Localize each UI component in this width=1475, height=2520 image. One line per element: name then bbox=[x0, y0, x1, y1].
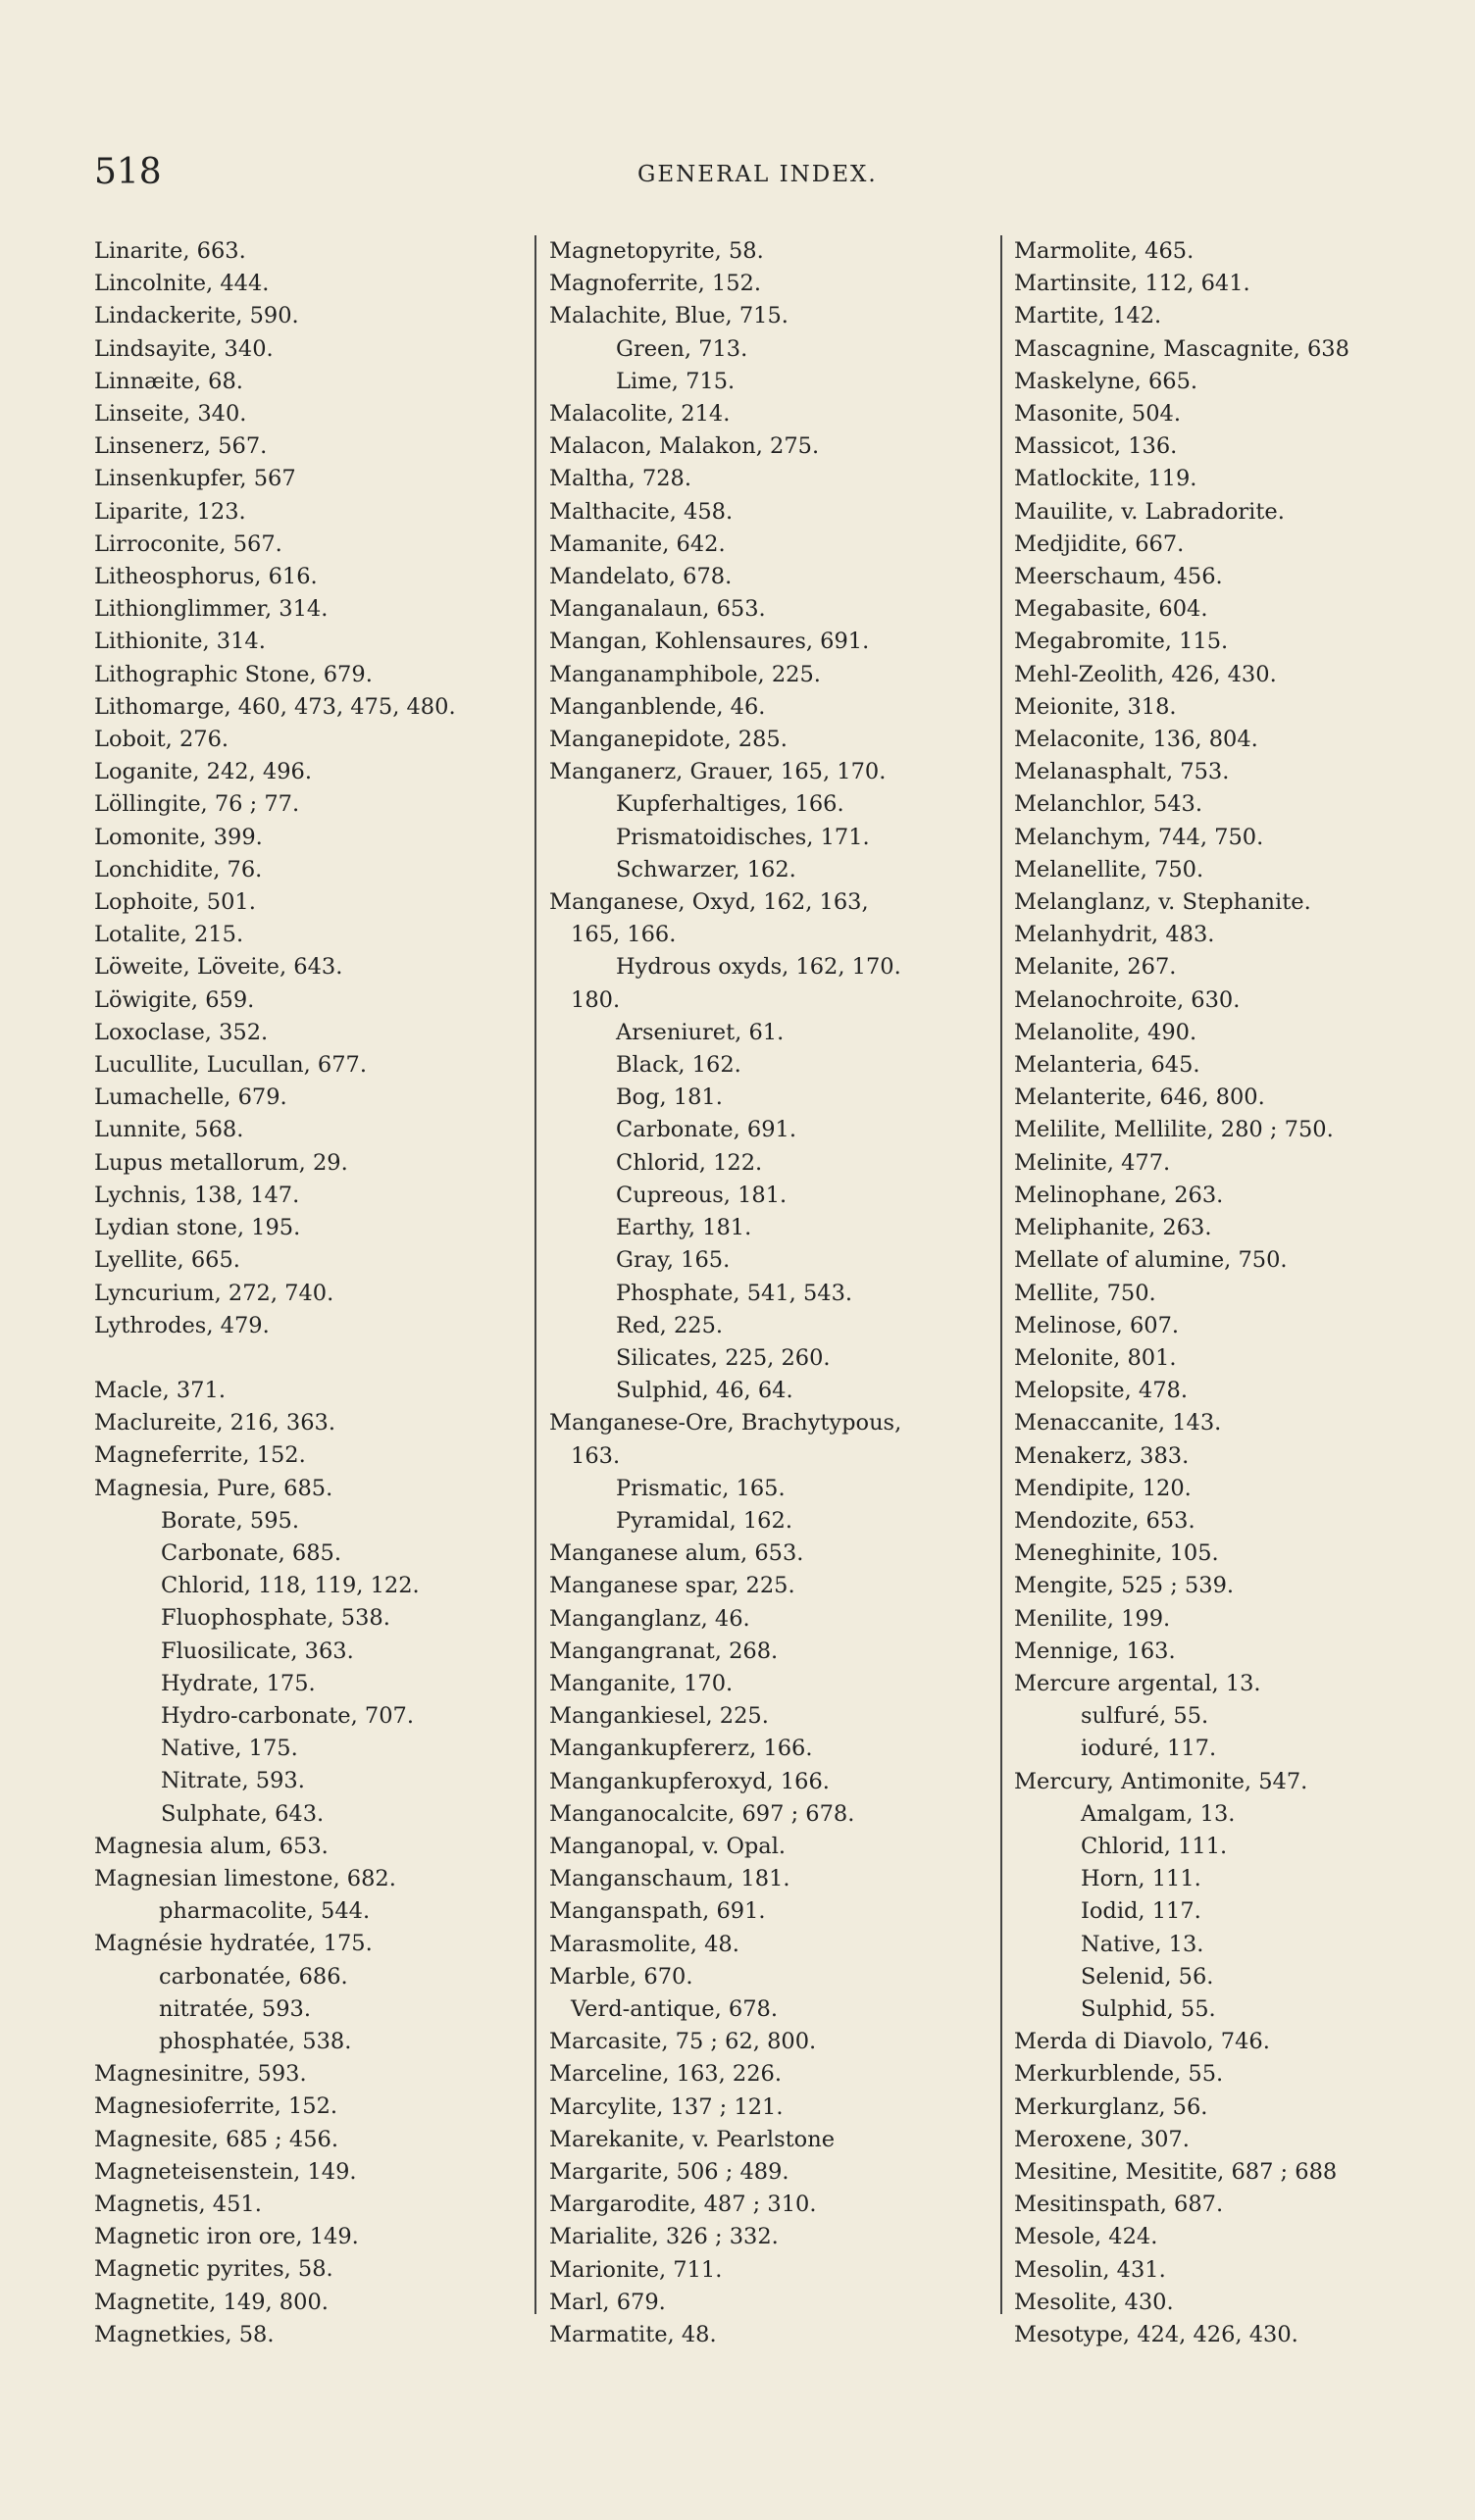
index-entry: Manganocalcite, 697 ; 678. bbox=[549, 1800, 855, 1827]
index-entry: Linsenkupfer, 567 bbox=[94, 466, 296, 492]
index-subentry: sulfuré, 55. bbox=[1081, 1703, 1209, 1730]
index-entry: Matlockite, 119. bbox=[1014, 466, 1197, 492]
index-subentry: Schwarzer, 162. bbox=[616, 856, 796, 882]
index-entry: Lupus metallorum, 29. bbox=[94, 1149, 348, 1176]
index-entry: Masonite, 504. bbox=[1014, 401, 1181, 428]
index-entry: Marialite, 326 ; 332. bbox=[549, 2224, 779, 2250]
index-subentry: Red, 225. bbox=[616, 1312, 724, 1338]
index-subentry: Hydro-carbonate, 707. bbox=[161, 1702, 415, 1729]
index-entry: Lydian stone, 195. bbox=[94, 1215, 301, 1241]
index-entry: Lomonite, 399. bbox=[94, 824, 263, 850]
index-entry: Lonchidite, 76. bbox=[94, 856, 263, 882]
index-entry: Lindsayite, 340. bbox=[94, 335, 274, 362]
index-entry: Megabasite, 604. bbox=[1014, 596, 1208, 623]
index-entry: Melanteria, 645. bbox=[1014, 1052, 1200, 1079]
index-entry: Meionite, 318. bbox=[1014, 693, 1177, 720]
index-entry: Loxoclase, 352. bbox=[94, 1019, 269, 1045]
index-entry: Marble, 670. bbox=[549, 1963, 693, 1990]
index-entry: Martinsite, 112, 641. bbox=[1014, 271, 1250, 297]
index-entry: Manganschaum, 181. bbox=[549, 1866, 790, 1892]
index-entry: Lyncurium, 272, 740. bbox=[94, 1280, 334, 1306]
index-entry: Margarite, 506 ; 489. bbox=[549, 2158, 789, 2185]
index-entry: Lindackerite, 590. bbox=[94, 303, 299, 329]
index-subentry: Hydrous oxyds, 162, 170. bbox=[616, 954, 901, 981]
index-entry: Magneteisenstein, 149. bbox=[94, 2158, 357, 2185]
index-entry: Meliphanite, 263. bbox=[1014, 1215, 1212, 1241]
index-entry: Marekanite, v. Pearlstone bbox=[549, 2126, 836, 2152]
index-entry: Marcasite, 75 ; 62, 800. bbox=[549, 2029, 817, 2055]
index-entry: Mengite, 525 ; 539. bbox=[1014, 1573, 1235, 1599]
index-entry: Mangankiesel, 225. bbox=[549, 1703, 769, 1730]
index-entry: Mellate of alumine, 750. bbox=[1014, 1247, 1288, 1274]
index-subentry: Prismatic, 165. bbox=[616, 1475, 786, 1501]
index-entry: Margarodite, 487 ; 310. bbox=[549, 2192, 817, 2218]
index-entry: Medjidite, 667. bbox=[1014, 530, 1185, 557]
index-entry: Meneghinite, 105. bbox=[1014, 1540, 1219, 1567]
index-entry: Mercure argental, 13. bbox=[1014, 1670, 1261, 1696]
index-entry: Merkurglanz, 56. bbox=[1014, 2093, 1208, 2120]
index-subentry: Gray, 165. bbox=[616, 1247, 731, 1274]
index-subentry: Arseniuret, 61. bbox=[616, 1019, 785, 1045]
index-entry: Melonite, 801. bbox=[1014, 1344, 1177, 1371]
index-entry: Martite, 142. bbox=[1014, 303, 1162, 329]
index-subentry: Chlorid, 111. bbox=[1081, 1833, 1228, 1859]
index-subentry: Hydrate, 175. bbox=[161, 1670, 316, 1696]
index-entry: Marasmolite, 48. bbox=[549, 1931, 739, 1957]
index-entry: Magnesia alum, 653. bbox=[94, 1833, 329, 1859]
index-subentry: nitratée, 593. bbox=[159, 1995, 311, 2022]
index-entry: Linnæite, 68. bbox=[94, 368, 243, 394]
index-entry: Melanchlor, 543. bbox=[1014, 791, 1202, 818]
index-entry: Melanolite, 490. bbox=[1014, 1019, 1197, 1045]
index-entry: Lirroconite, 567. bbox=[94, 530, 282, 557]
index-entry: Magnesite, 685 ; 456. bbox=[94, 2126, 338, 2152]
index-entry: Melanasphalt, 753. bbox=[1014, 759, 1230, 785]
index-entry: Manganblende, 46. bbox=[549, 693, 766, 720]
index-entry: Mendozite, 653. bbox=[1014, 1507, 1195, 1534]
index-entry: Litheosphorus, 616. bbox=[94, 564, 318, 590]
index-entry: Merda di Diavolo, 746. bbox=[1014, 2029, 1270, 2055]
index-subentry: Silicates, 225, 260. bbox=[616, 1344, 831, 1371]
index-entry: Lyellite, 665. bbox=[94, 1247, 240, 1274]
index-entry: Mendipite, 120. bbox=[1014, 1475, 1192, 1501]
index-entry: Magnetite, 149, 800. bbox=[94, 2289, 329, 2315]
index-entry: Merkurblende, 55. bbox=[1014, 2061, 1224, 2088]
index-entry: Megabromite, 115. bbox=[1014, 629, 1229, 655]
index-entry: Malacolite, 214. bbox=[549, 401, 731, 428]
index-entry: Linarite, 663. bbox=[94, 238, 246, 264]
index-column-3 bbox=[1014, 235, 1406, 2351]
index-entry: Mercury, Antimonite, 547. bbox=[1014, 1768, 1308, 1794]
index-entry: Mesolite, 430. bbox=[1014, 2289, 1174, 2315]
index-entry: Manganglanz, 46. bbox=[549, 1605, 750, 1632]
index-subentry: Amalgam, 13. bbox=[1081, 1800, 1236, 1827]
index-entry: Magnesioferrite, 152. bbox=[94, 2093, 338, 2120]
index-entry: Massicot, 136. bbox=[1014, 433, 1178, 460]
index-entry: Marmolite, 465. bbox=[1014, 238, 1195, 264]
index-entry: Melanchym, 744, 750. bbox=[1014, 824, 1264, 850]
index-entry: Magnésie hydratée, 175. bbox=[94, 1931, 373, 1957]
index-entry: Malachite, Blue, 715. bbox=[549, 303, 788, 329]
index-subentry: Fluosilicate, 363. bbox=[161, 1638, 354, 1664]
index-entry: Mehl-Zeolith, 426, 430. bbox=[1014, 661, 1277, 687]
index-entry: Lincolnite, 444. bbox=[94, 271, 270, 297]
index-subentry: Chlorid, 122. bbox=[616, 1149, 763, 1176]
index-subentry: Borate, 595. bbox=[161, 1507, 300, 1534]
index-entry: Manganamphibole, 225. bbox=[549, 661, 821, 687]
index-entry: Mangan, Kohlensaures, 691. bbox=[549, 629, 870, 655]
index-subentry: Cupreous, 181. bbox=[616, 1182, 788, 1208]
index-entry: Melanterite, 646, 800. bbox=[1014, 1084, 1265, 1111]
index-entry: Maclureite, 216, 363. bbox=[94, 1410, 336, 1436]
index-subentry: Sulphid, 55. bbox=[1081, 1995, 1216, 2022]
index-entry: Marionite, 711. bbox=[549, 2256, 723, 2283]
index-entry: Lithionglimmer, 314. bbox=[94, 596, 329, 623]
index-entry: Melanochroite, 630. bbox=[1014, 986, 1241, 1013]
index-entry: Lychnis, 138, 147. bbox=[94, 1182, 300, 1208]
index-subentry: 165, 166. bbox=[571, 922, 677, 948]
index-subentry: Prismatoidisches, 171. bbox=[616, 824, 870, 850]
index-entry: Manganspath, 691. bbox=[549, 1898, 766, 1925]
index-subentry: Black, 162. bbox=[616, 1052, 741, 1079]
index-entry: Malthacite, 458. bbox=[549, 498, 734, 525]
index-entry: Linsenerz, 567. bbox=[94, 433, 268, 460]
index-subentry: carbonatée, 686. bbox=[159, 1963, 348, 1990]
page-header bbox=[0, 152, 1475, 201]
index-entry: Lythrodes, 479. bbox=[94, 1312, 270, 1338]
index-entry: Mesotype, 424, 426, 430. bbox=[1014, 2322, 1298, 2347]
index-subentry: Sulphate, 643. bbox=[161, 1800, 325, 1827]
index-entry: Meerschaum, 456. bbox=[1014, 564, 1223, 590]
index-subentry: 163. bbox=[571, 1442, 621, 1469]
index-subentry: Native, 13. bbox=[1081, 1931, 1204, 1957]
index-subentry: Carbonate, 685. bbox=[161, 1539, 341, 1566]
index-entry: Mangankupfererz, 166. bbox=[549, 1736, 813, 1762]
index-entry: Macle, 371. bbox=[94, 1377, 226, 1403]
index-entry: Melopsite, 478. bbox=[1014, 1378, 1189, 1404]
index-subentry: Pyramidal, 162. bbox=[616, 1507, 792, 1534]
index-entry: Lumachelle, 679. bbox=[94, 1084, 287, 1111]
index-entry: Melanite, 267. bbox=[1014, 954, 1177, 981]
section-gap bbox=[94, 1342, 526, 1375]
index-subentry: Native, 175. bbox=[161, 1736, 298, 1762]
index-entry: Löwigite, 659. bbox=[94, 986, 255, 1013]
index-entry: Malacon, Malakon, 275. bbox=[549, 433, 820, 460]
index-entry: Melanellite, 750. bbox=[1014, 856, 1204, 882]
index-entry: Mangankupferoxyd, 166. bbox=[549, 1768, 830, 1794]
index-subentry: Kupferhaltiges, 166. bbox=[616, 791, 844, 818]
index-entry: Menaccanite, 143. bbox=[1014, 1410, 1222, 1436]
column-rule-right bbox=[1000, 235, 1002, 2314]
index-entry: Melanglanz, v. Stephanite. bbox=[1014, 889, 1311, 916]
index-entry: Manganepidote, 285. bbox=[549, 727, 788, 753]
index-entry: Magnetopyrite, 58. bbox=[549, 238, 764, 264]
index-entry: Melinophane, 263. bbox=[1014, 1182, 1224, 1208]
index-entry: Manganerz, Grauer, 165, 170. bbox=[549, 759, 887, 785]
index-entry: Maltha, 728. bbox=[549, 466, 691, 492]
index-entry: Magnetkies, 58. bbox=[94, 2321, 275, 2347]
index-entry: Mangangranat, 268. bbox=[549, 1638, 779, 1664]
index-entry: Mauilite, v. Labradorite. bbox=[1014, 498, 1285, 525]
index-entry: Mellite, 750. bbox=[1014, 1280, 1156, 1306]
index-entry: Linseite, 340. bbox=[94, 401, 247, 428]
index-entry: Melanhydrit, 483. bbox=[1014, 922, 1215, 948]
index-subentry: Lime, 715. bbox=[616, 368, 736, 394]
index-entry: Magnetic pyrites, 58. bbox=[94, 2256, 333, 2283]
index-entry: Manganite, 170. bbox=[549, 1670, 734, 1696]
index-entry: Manganese spar, 225. bbox=[549, 1573, 795, 1599]
index-entry: Lithionite, 314. bbox=[94, 629, 266, 655]
index-entry: Lotalite, 215. bbox=[94, 922, 244, 948]
index-entry: Manganese, Oxyd, 162, 163, bbox=[549, 889, 869, 916]
index-entry: Mesitine, Mesitite, 687 ; 688 bbox=[1014, 2158, 1338, 2185]
index-entry: Mesitinspath, 687. bbox=[1014, 2192, 1224, 2218]
index-entry: Magnesia, Pure, 685. bbox=[94, 1475, 333, 1501]
index-entry: Magneferrite, 152. bbox=[94, 1442, 306, 1469]
index-entry: Lunnite, 568. bbox=[94, 1117, 244, 1143]
index-subentry: Chlorid, 118, 119, 122. bbox=[161, 1573, 420, 1599]
index-entry: Melilite, Mellilite, 280 ; 750. bbox=[1014, 1117, 1334, 1143]
index-entry: Mesole, 424. bbox=[1014, 2224, 1158, 2250]
index-entry: Löllingite, 76 ; 77. bbox=[94, 791, 300, 818]
index-entry: Magnesinitre, 593. bbox=[94, 2061, 307, 2088]
index-entry: Liparite, 123. bbox=[94, 498, 246, 525]
index-entry: Melaconite, 136, 804. bbox=[1014, 727, 1258, 753]
index-entry: Manganalaun, 653. bbox=[549, 596, 766, 623]
index-entry: Magnoferrite, 152. bbox=[549, 271, 762, 297]
page-number: 518 bbox=[94, 152, 162, 192]
index-subentry: Iodid, 117. bbox=[1081, 1898, 1201, 1925]
index-entry: Manganopal, v. Opal. bbox=[549, 1833, 787, 1859]
index-subentry: Bog, 181. bbox=[616, 1084, 723, 1111]
index-subentry: Horn, 111. bbox=[1081, 1866, 1201, 1892]
index-entry: Marcylite, 137 ; 121. bbox=[549, 2093, 784, 2120]
index-entry: Menakerz, 383. bbox=[1014, 1442, 1190, 1469]
index-subentry: Carbonate, 691. bbox=[616, 1117, 796, 1143]
index-subentry: Nitrate, 593. bbox=[161, 1768, 305, 1794]
index-entry: Mandelato, 678. bbox=[549, 564, 733, 590]
index-entry: Menilite, 199. bbox=[1014, 1605, 1171, 1632]
index-entry: Loboit, 276. bbox=[94, 727, 229, 753]
index-subentry: Green, 713. bbox=[616, 335, 748, 362]
index-subentry: Selenid, 56. bbox=[1081, 1963, 1214, 1990]
index-entry: Mesolin, 431. bbox=[1014, 2256, 1166, 2283]
index-entry: Magnesian limestone, 682. bbox=[94, 1865, 396, 1891]
index-entry: Marl, 679. bbox=[549, 2289, 666, 2315]
index-entry: Mamanite, 642. bbox=[549, 530, 726, 557]
index-subentry: Earthy, 181. bbox=[616, 1215, 752, 1241]
index-subentry: 180. bbox=[571, 986, 621, 1013]
column-rule-left bbox=[534, 235, 536, 2314]
index-subentry: Phosphate, 541, 543. bbox=[616, 1280, 853, 1306]
index-entry: Melinite, 477. bbox=[1014, 1149, 1171, 1176]
index-subentry: Sulphid, 46, 64. bbox=[616, 1378, 793, 1404]
index-entry: Mascagnine, Mascagnite, 638 bbox=[1014, 335, 1349, 362]
index-subentry: pharmacolite, 544. bbox=[159, 1898, 371, 1925]
index-entry: Melinose, 607. bbox=[1014, 1312, 1180, 1338]
index-entry: Magnetis, 451. bbox=[94, 2191, 262, 2217]
index-entry: Manganese-Ore, Brachytypous, bbox=[549, 1410, 902, 1436]
index-entry: Mennige, 163. bbox=[1014, 1638, 1176, 1664]
index-entry: Loganite, 242, 496. bbox=[94, 759, 313, 785]
index-entry: Meroxene, 307. bbox=[1014, 2126, 1190, 2152]
running-title: GENERAL INDEX. bbox=[637, 162, 878, 187]
index-entry: Lophoite, 501. bbox=[94, 889, 256, 916]
index-entry: Manganese alum, 653. bbox=[549, 1540, 804, 1567]
index-subentry: Fluophosphate, 538. bbox=[161, 1605, 390, 1632]
index-entry: Marceline, 163, 226. bbox=[549, 2061, 782, 2088]
index-entry: Maskelyne, 665. bbox=[1014, 368, 1198, 394]
index-subentry: phosphatée, 538. bbox=[159, 2028, 352, 2054]
index-column-2 bbox=[549, 235, 1000, 2351]
index-column-1 bbox=[94, 235, 526, 2351]
index-entry: Lithographic Stone, 679. bbox=[94, 661, 373, 687]
index-subentry: Verd-antique, 678. bbox=[571, 1995, 779, 2022]
index-entry: Marmatite, 48. bbox=[549, 2322, 717, 2347]
index-entry: Löweite, Löveite, 643. bbox=[94, 954, 343, 981]
index-entry: Lithomarge, 460, 473, 475, 480. bbox=[94, 693, 456, 720]
index-entry: Lucullite, Lucullan, 677. bbox=[94, 1052, 367, 1079]
index-subentry: ioduré, 117. bbox=[1081, 1736, 1217, 1762]
index-entry: Magnetic iron ore, 149. bbox=[94, 2224, 359, 2250]
